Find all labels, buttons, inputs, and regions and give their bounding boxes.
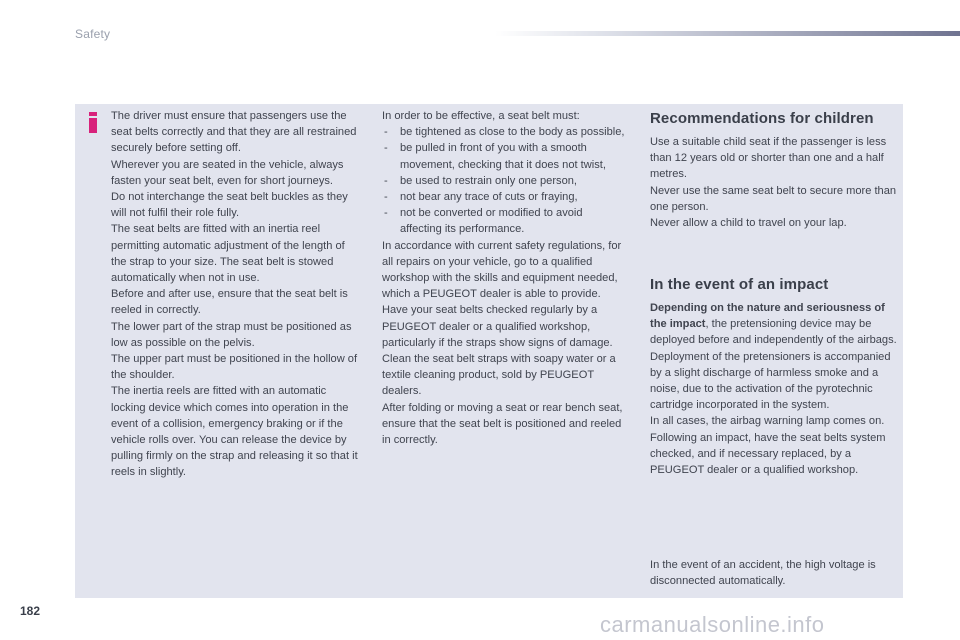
paragraph: Never use the same seat belt to secure more than one person. xyxy=(650,184,897,213)
paragraph: Before and after use, ensure that the seat belt is reeled in correctly. xyxy=(111,288,348,317)
impact-heading: In the event of an impact xyxy=(650,276,829,293)
paragraph: Never allow a child to travel on your lap. xyxy=(650,217,847,230)
paragraph xyxy=(650,300,900,349)
paragraph: Wherever you are seated in the vehicle, always fasten your seat belt, even for short journeys. xyxy=(111,158,344,187)
paragraph: Do not interchange the seat belt buckles as they will not fulfil their role fully. xyxy=(111,191,348,220)
list-item: - be pulled in front of you with a smooth movement, checking that it does not twist, xyxy=(382,140,627,172)
paragraph: Clean the seat belt straps with soapy water or a textile cleaning product, sold by PEUGEOT dealers. xyxy=(382,353,616,398)
impact-body xyxy=(650,300,900,478)
info-icon xyxy=(88,112,100,134)
paragraph: The inertia reels are fitted with an automatic locking device which comes into operation in the event of a collision, emergency braking or if the vehicle rolls over. You can release the device by pulling firmly on the strap and releasing it so that it reels in slightly. xyxy=(111,385,358,479)
recommendations-heading: Recommendations for children xyxy=(650,110,874,127)
requirements-list xyxy=(382,124,627,237)
paragraph: After folding or moving a seat or rear bench seat, ensure that the seat belt is positioned and reeled in correctly. xyxy=(382,401,623,447)
paragraph: Following an impact, have the seat belts system checked, and if necessary replaced, by a PEUGEOT dealer or a qualified workshop. xyxy=(650,431,886,477)
paragraph: Have your seat belts checked regularly by a PEUGEOT dealer or a qualified workshop, particularly if the straps show signs of damage. xyxy=(382,304,613,349)
watermark: carmanualsonline.info xyxy=(600,612,825,637)
list-item: - not be converted or modified to avoid affecting its performance. xyxy=(382,205,627,237)
accident-note: In the event of an accident, the high voltage is disconnected automatically. xyxy=(650,559,876,588)
bold-lead: Depending on the nature and seriousness of the impact xyxy=(650,302,885,331)
seat-belt-requirements-column xyxy=(382,108,627,448)
paragraph: In accordance with current safety regulations, for all repairs on your vehicle, go to a qualified workshop with the skills and equipment needed, which a PEUGEOT dealer is able to provide. xyxy=(382,239,622,301)
paragraph: The seat belts are fitted with an inertia reel permitting automatic adjustment of the length of the strap to your size. The seat belt is stowed automatically when not in use. xyxy=(111,223,345,285)
section-title: Safety xyxy=(75,27,111,41)
paragraph: The lower part of the strap must be positioned as low as possible on the pelvis. xyxy=(111,320,352,349)
paragraph: The driver must ensure that passengers use the seat belts correctly and that they are all restrained securely before setting off. xyxy=(111,110,357,155)
seat-belt-info-column xyxy=(111,108,361,481)
paragraph: The upper part must be positioned in the hollow of the shoulder. xyxy=(111,353,358,382)
recommendations-body xyxy=(650,134,900,231)
paragraph: Use a suitable child seat if the passenger is less than 12 years old or shorter than one and a half metres. xyxy=(650,136,887,181)
header-rule xyxy=(495,31,960,36)
list-item: - be used to restrain only one person, xyxy=(382,173,627,189)
list-intro: In order to be effective, a seat belt must: xyxy=(382,110,580,122)
page-number: 182 xyxy=(20,604,41,618)
list-item: - be tightened as close to the body as possible, xyxy=(382,124,627,140)
lead-text: , the pretensioning device may be deployed before and independently of the airbags. xyxy=(650,318,897,347)
paragraph: In all cases, the airbag warning lamp comes on. xyxy=(650,415,885,428)
paragraph: Deployment of the pretensioners is accompanied by a slight discharge of harmless smoke and a noise, due to the activation of the pyrotechnic cartridge incorporated in the system. xyxy=(650,350,891,412)
list-item: - not bear any trace of cuts or fraying, xyxy=(382,189,627,205)
